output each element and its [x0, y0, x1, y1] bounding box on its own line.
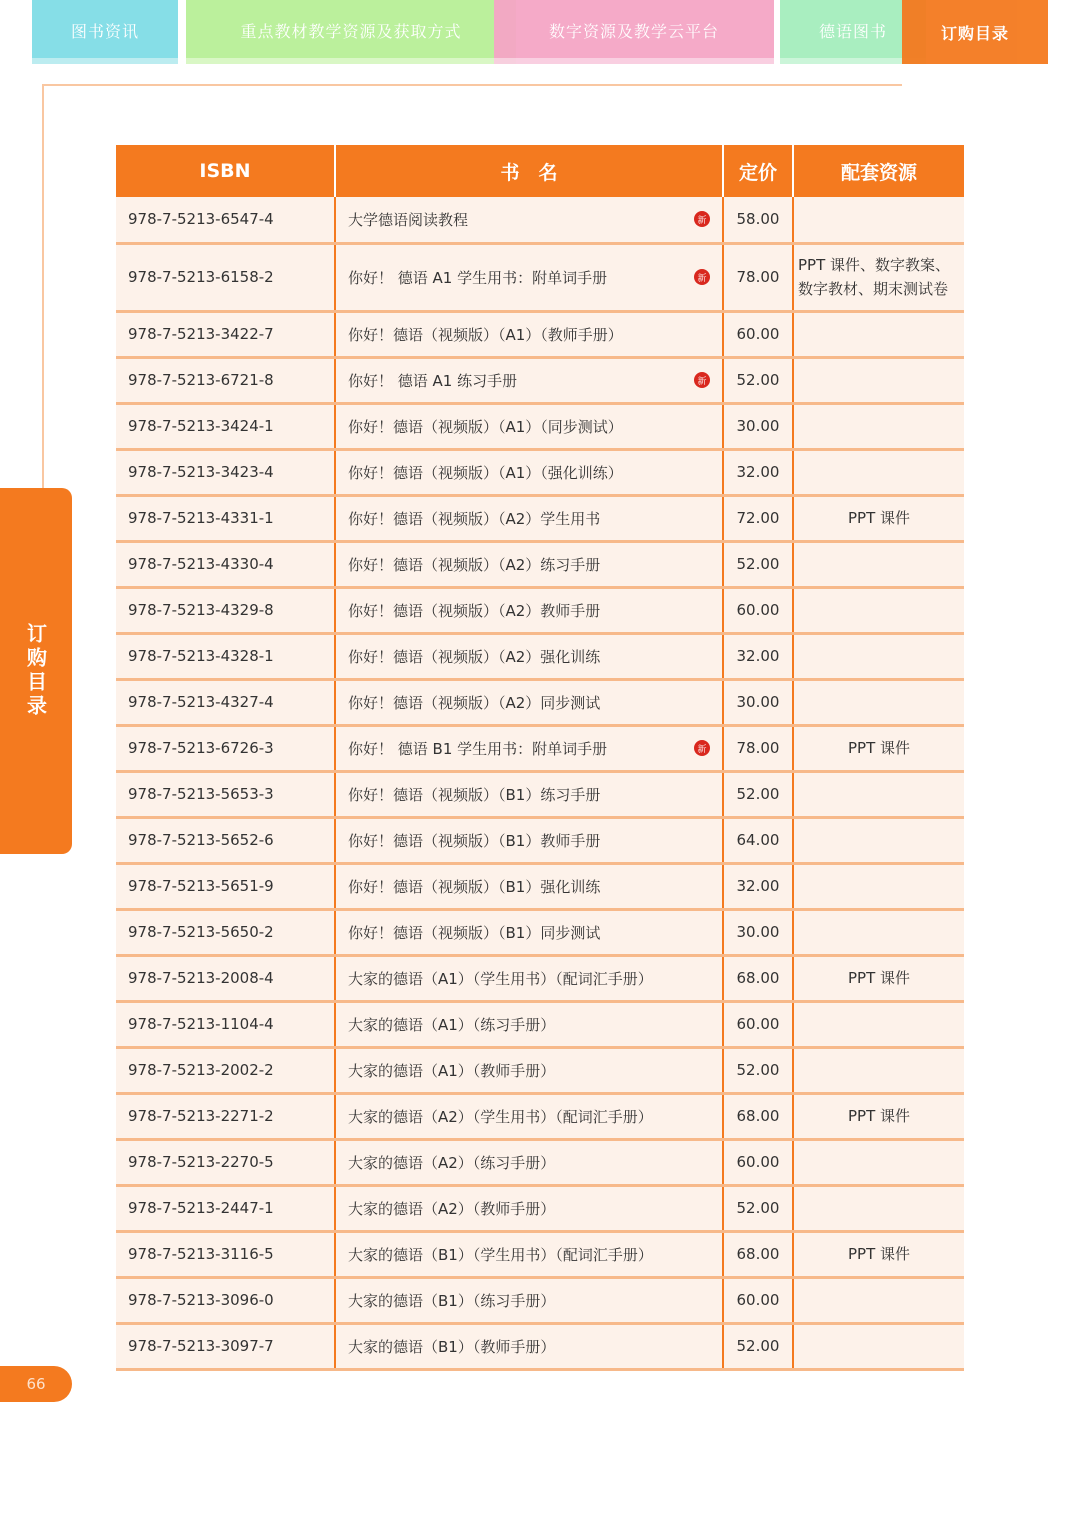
price-cell: 52.00 — [723, 771, 793, 817]
table-row — [116, 1093, 964, 1139]
table-row — [116, 909, 964, 955]
resources-cell — [793, 633, 964, 679]
resources-cell: PPT 课件 — [793, 1231, 964, 1277]
table-row — [116, 541, 964, 587]
tab-order-catalog[interactable] — [902, 0, 1048, 64]
title-cell — [335, 1001, 723, 1047]
isbn-cell: 978-7-5213-4328-1 — [116, 633, 335, 679]
table-row — [116, 679, 964, 725]
title-cell — [335, 1093, 723, 1139]
resources-cell — [793, 1185, 964, 1231]
isbn-cell: 978-7-5213-2002-2 — [116, 1047, 335, 1093]
book-title: 大家的德语（A1）（教师手册） — [348, 1061, 556, 1080]
tab-label: 数字资源及教学云平台 — [548, 21, 719, 41]
book-title: 你好！德语（视频版）（B1）教师手册 — [348, 831, 601, 850]
isbn-cell: 978-7-5213-3116-5 — [116, 1231, 335, 1277]
isbn-cell: 978-7-5213-4329-8 — [116, 587, 335, 633]
title-wrap — [348, 1198, 710, 1219]
title-wrap — [348, 968, 710, 989]
title-wrap — [348, 922, 710, 943]
title-cell — [335, 587, 723, 633]
book-title: 大学德语阅读教程 — [348, 210, 469, 229]
resources-cell — [793, 449, 964, 495]
price-cell: 30.00 — [723, 909, 793, 955]
table-header-row — [116, 145, 964, 197]
resources-cell — [793, 1139, 964, 1185]
title-wrap — [348, 554, 710, 575]
table-row — [116, 1139, 964, 1185]
table-row — [116, 449, 964, 495]
new-badge-icon: 新 — [694, 211, 710, 227]
title-wrap — [348, 876, 710, 897]
resources-cell — [793, 1047, 964, 1093]
price-cell: 58.00 — [723, 197, 793, 243]
table-row — [116, 243, 964, 311]
resources-cell — [793, 863, 964, 909]
table-row — [116, 633, 964, 679]
isbn-cell: 978-7-5213-5651-9 — [116, 863, 335, 909]
price-cell: 60.00 — [723, 1277, 793, 1323]
side-section-tab — [0, 488, 72, 854]
resources-cell — [793, 1323, 964, 1369]
isbn-cell: 978-7-5213-2447-1 — [116, 1185, 335, 1231]
book-title: 你好！ 德语 A1 练习手册 — [348, 371, 518, 390]
book-title: 你好！德语（视频版）（B1）同步测试 — [348, 923, 601, 942]
resources-cell: PPT 课件 — [793, 955, 964, 1001]
title-wrap — [348, 1060, 710, 1081]
side-tab-label: 订购目录 — [23, 623, 48, 719]
header-isbn: ISBN — [116, 145, 335, 197]
table-row — [116, 1277, 964, 1323]
isbn-cell: 978-7-5213-5652-6 — [116, 817, 335, 863]
table-row — [116, 311, 964, 357]
book-title: 大家的德语（B1）（教师手册） — [348, 1337, 556, 1356]
title-wrap — [348, 692, 710, 713]
price-cell: 32.00 — [723, 633, 793, 679]
title-wrap — [348, 508, 710, 529]
title-cell — [335, 679, 723, 725]
isbn-cell: 978-7-5213-3423-4 — [116, 449, 335, 495]
price-cell: 64.00 — [723, 817, 793, 863]
price-cell: 72.00 — [723, 495, 793, 541]
book-title: 你好！德语（视频版）（A2）练习手册 — [348, 555, 601, 574]
resources-cell — [793, 541, 964, 587]
title-cell — [335, 357, 723, 403]
new-badge-icon: 新 — [694, 372, 710, 388]
table-row — [116, 1001, 964, 1047]
title-wrap — [348, 324, 710, 345]
book-title: 大家的德语（A2）（教师手册） — [348, 1199, 556, 1218]
resources-cell: PPT 课件 — [793, 495, 964, 541]
price-cell: 68.00 — [723, 1093, 793, 1139]
title-cell — [335, 863, 723, 909]
resources-cell — [793, 587, 964, 633]
resources-cell — [793, 817, 964, 863]
book-title: 你好！德语（视频版）（A2）强化训练 — [348, 647, 601, 666]
isbn-cell: 978-7-5213-5650-2 — [116, 909, 335, 955]
resources-cell — [793, 679, 964, 725]
book-title: 你好！ 德语 B1 学生用书：附单词手册 — [348, 739, 608, 758]
price-cell: 60.00 — [723, 311, 793, 357]
order-catalog-table — [116, 145, 964, 1371]
book-title: 你好！德语（视频版）（A2）学生用书 — [348, 509, 601, 528]
tab-label: 图书资讯 — [70, 21, 139, 41]
title-cell — [335, 311, 723, 357]
price-cell: 68.00 — [723, 955, 793, 1001]
table-row — [116, 357, 964, 403]
title-wrap — [348, 784, 710, 805]
table-row — [116, 403, 964, 449]
resources-cell — [793, 771, 964, 817]
table-row — [116, 1185, 964, 1231]
isbn-cell: 978-7-5213-4330-4 — [116, 541, 335, 587]
price-cell: 60.00 — [723, 587, 793, 633]
table-row — [116, 1323, 964, 1369]
price-cell: 78.00 — [723, 725, 793, 771]
title-wrap — [348, 646, 710, 667]
resources-cell — [793, 909, 964, 955]
price-cell: 52.00 — [723, 357, 793, 403]
price-cell: 60.00 — [723, 1001, 793, 1047]
title-wrap — [348, 600, 710, 621]
title-wrap — [348, 209, 710, 230]
resources-cell: PPT 课件 — [793, 1093, 964, 1139]
isbn-cell: 978-7-5213-3422-7 — [116, 311, 335, 357]
resources-cell — [793, 1001, 964, 1047]
isbn-cell: 978-7-5213-3424-1 — [116, 403, 335, 449]
tab-label: 订购目录 — [940, 23, 1009, 43]
book-title: 大家的德语（B1）（学生用书）（配词汇手册） — [348, 1245, 653, 1264]
title-cell — [335, 771, 723, 817]
resources-cell — [793, 197, 964, 243]
title-cell — [335, 817, 723, 863]
resources-cell — [793, 311, 964, 357]
isbn-cell: 978-7-5213-3097-7 — [116, 1323, 335, 1369]
book-title: 你好！德语（视频版）（A1）（教师手册） — [348, 325, 623, 344]
isbn-cell: 978-7-5213-6547-4 — [116, 197, 335, 243]
title-cell — [335, 1277, 723, 1323]
isbn-cell: 978-7-5213-6726-3 — [116, 725, 335, 771]
book-title: 你好！德语（视频版）（A1）（同步测试） — [348, 417, 623, 436]
title-wrap — [348, 1152, 710, 1173]
book-title: 你好！德语（视频版）（A2）教师手册 — [348, 601, 601, 620]
title-cell — [335, 403, 723, 449]
tab-book-news[interactable] — [32, 0, 178, 60]
title-cell — [335, 1185, 723, 1231]
title-wrap — [348, 462, 710, 483]
table-row — [116, 817, 964, 863]
title-wrap — [348, 1014, 710, 1035]
title-cell — [335, 633, 723, 679]
title-cell — [335, 1323, 723, 1369]
title-cell — [335, 541, 723, 587]
price-cell: 68.00 — [723, 1231, 793, 1277]
isbn-cell: 978-7-5213-4331-1 — [116, 495, 335, 541]
tab-label: 重点教材教学资源及获取方式 — [240, 21, 462, 41]
table-row — [116, 587, 964, 633]
book-title: 你好！德语（视频版）（B1）练习手册 — [348, 785, 601, 804]
frame-line — [44, 84, 902, 86]
table-row — [116, 1231, 964, 1277]
book-title: 大家的德语（A1）（练习手册） — [348, 1015, 556, 1034]
resources-cell: PPT 课件 — [793, 725, 964, 771]
title-cell — [335, 197, 723, 243]
tab-label: 德语图书 — [818, 21, 887, 41]
resources-cell — [793, 403, 964, 449]
table-row — [116, 495, 964, 541]
page-number: 66 — [0, 1366, 72, 1402]
table-row — [116, 725, 964, 771]
price-cell: 30.00 — [723, 679, 793, 725]
isbn-cell: 978-7-5213-1104-4 — [116, 1001, 335, 1047]
isbn-cell: 978-7-5213-6721-8 — [116, 357, 335, 403]
title-cell — [335, 449, 723, 495]
resources-cell — [793, 1277, 964, 1323]
table-row — [116, 1047, 964, 1093]
title-wrap — [348, 416, 710, 437]
header-title: 书 名 — [335, 145, 723, 197]
isbn-cell: 978-7-5213-5653-3 — [116, 771, 335, 817]
price-cell: 52.00 — [723, 1047, 793, 1093]
resources-cell — [793, 357, 964, 403]
book-title: 你好！德语（视频版）（A1）（强化训练） — [348, 463, 623, 482]
price-cell: 52.00 — [723, 1323, 793, 1369]
resources-cell: PPT 课件、数字教案、数字教材、期末测试卷 — [793, 243, 964, 311]
title-wrap — [348, 1106, 710, 1127]
title-wrap — [348, 267, 710, 288]
title-cell — [335, 1047, 723, 1093]
title-wrap — [348, 1244, 710, 1265]
price-cell: 52.00 — [723, 1185, 793, 1231]
title-wrap — [348, 830, 710, 851]
isbn-cell: 978-7-5213-3096-0 — [116, 1277, 335, 1323]
new-badge-icon: 新 — [694, 740, 710, 756]
price-cell: 60.00 — [723, 1139, 793, 1185]
tab-digital-resources[interactable] — [494, 0, 774, 60]
table-row — [116, 863, 964, 909]
title-wrap — [348, 1290, 710, 1311]
tab-teaching-resources[interactable] — [186, 0, 516, 60]
table-row — [116, 197, 964, 243]
new-badge-icon: 新 — [694, 269, 710, 285]
book-title: 你好！德语（视频版）（A2）同步测试 — [348, 693, 601, 712]
frame-line — [42, 84, 44, 488]
title-cell — [335, 243, 723, 311]
title-wrap — [348, 370, 710, 391]
isbn-cell: 978-7-5213-2271-2 — [116, 1093, 335, 1139]
book-title: 大家的德语（A2）（学生用书）（配词汇手册） — [348, 1107, 653, 1126]
isbn-cell: 978-7-5213-4327-4 — [116, 679, 335, 725]
book-title: 大家的德语（A1）（学生用书）（配词汇手册） — [348, 969, 653, 988]
top-tabs — [32, 0, 1048, 64]
title-cell — [335, 955, 723, 1001]
book-title: 你好！德语（视频版）（B1）强化训练 — [348, 877, 601, 896]
title-wrap — [348, 738, 710, 759]
title-wrap — [348, 1336, 710, 1357]
price-cell: 32.00 — [723, 863, 793, 909]
price-cell: 52.00 — [723, 541, 793, 587]
header-resources: 配套资源 — [793, 145, 964, 197]
title-cell — [335, 495, 723, 541]
header-price: 定价 — [723, 145, 793, 197]
isbn-cell: 978-7-5213-2008-4 — [116, 955, 335, 1001]
book-title: 你好！ 德语 A1 学生用书：附单词手册 — [348, 268, 608, 287]
title-cell — [335, 1231, 723, 1277]
book-title: 大家的德语（B1）（练习手册） — [348, 1291, 556, 1310]
table-row — [116, 955, 964, 1001]
table-row — [116, 771, 964, 817]
title-cell — [335, 725, 723, 771]
price-cell: 32.00 — [723, 449, 793, 495]
isbn-cell: 978-7-5213-6158-2 — [116, 243, 335, 311]
isbn-cell: 978-7-5213-2270-5 — [116, 1139, 335, 1185]
price-cell: 78.00 — [723, 243, 793, 311]
book-title: 大家的德语（A2）（练习手册） — [348, 1153, 556, 1172]
title-cell — [335, 909, 723, 955]
price-cell: 30.00 — [723, 403, 793, 449]
title-cell — [335, 1139, 723, 1185]
